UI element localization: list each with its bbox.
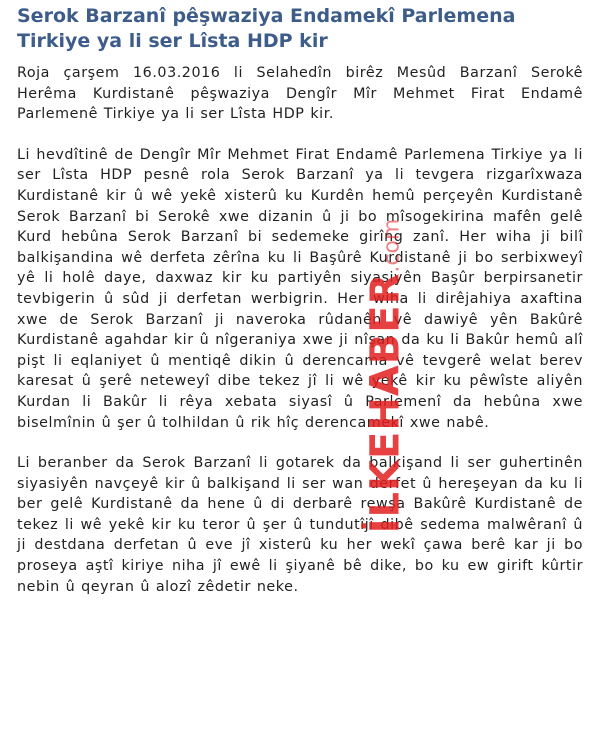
article [17, 4, 583, 597]
article-paragraph-1: Li hevdîtinê de Dengîr Mîr Mehmet Firat Endamê Parlemena Tirkiye ya li ser Lîsta HDP pesnê rola Serok Barzanî ya li tevgera rizgarîxwaza Kurdistanê kir û wê yekê xisterû ku Kurdên hemû perçeyên Kurdistanê Serok Barzanî bi Serokê xwe dizanin û ji bo mîsogekirina mafên gelê Kurd hebûna Serok Barzanî bi sedemeke girîng zanî. Her wiha ji bilî balkişandina wê derfeta zêrîna ku li Başûrê Kurdistanê ji bo serbixweyî yê li holê daye, daxwaz kir ku partiyên siyasiyên Başûr berpirsanetir tevbigerin û sûd ji derfetan werbigrin. Her wiha li dirêjahiya axaftina xwe de Serok Barzanî ji naveroka rûdanên vê dawiyê yên Bakûrê Kurdistanê agahdar kir û nîgeraniya xwe ji nîşan da ku li Bakûr hemû alî pişt li eqlaniyet û mentiqê dikin û derencama vê tevgerê welat berev karesat û şerê neteweyî dibe tekez jî li wê yekê kir ku pêwîste aliyên Kurdan li Bakûr li rêya xebata siyasî û Parlemenî da hebûna xwe biselmînin û şer û tolhildan û rik hîç derencamekî xwe nabê. [17, 146, 583, 431]
watermark-logo [228, 218, 428, 534]
article-title: Serok Barzanî pêşwaziya Endamekî Parlemena Tirkiye ya li ser Lîsta HDP kir [17, 5, 516, 52]
article-lead: Roja çarşem 16.03.2016 li Selahedîn birêz Mesûd Barzanî Serokê Herêma Kurdistanê pêşwaziya Dengîr Mîr Mehmet Firat Endamê Parlemenê Tirkiye ya li ser Lîsta HDP kir. [17, 65, 583, 123]
watermark-brand: İLKEHABER [362, 272, 409, 534]
watermark-suffix: .com [379, 218, 405, 273]
article-paragraph-2: Li beranber da Serok Barzanî li gotarek da balkişand li ser guhertinên siyasiyên navçeyê kir û balkişand li ser wan derfet û hereşeyan da ku li ber gelê Kurdistanê da hene û di derbarê rewşa Bakûrê Kurdistanê de tekez li wê yekê kir ku teror û şer û tundutîjî dibê sedema malwêranî û ji destdana derfetan û eve jî xisterû ku her wekî çawa berê kar ji bo proseya aştî kiriye niha jî ewê li şiyanê bê dike, bo ku ew girift kûrtir nebin û qeyran û alozî zêdetir neke. [17, 455, 583, 595]
